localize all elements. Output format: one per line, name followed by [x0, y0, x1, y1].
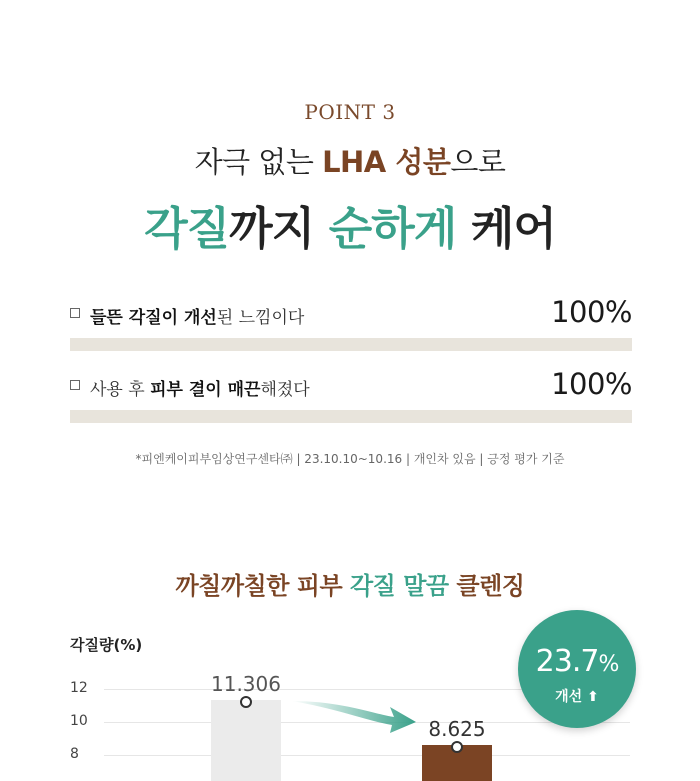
- improvement-value: [518, 644, 636, 679]
- gridline: [104, 755, 630, 756]
- survey-percent: 100%: [551, 295, 632, 329]
- headline-part2: 까지: [229, 202, 329, 255]
- improvement-label: [518, 686, 636, 706]
- headline: [0, 192, 700, 257]
- cleansing-title-part2: 각질 말끔: [349, 572, 449, 600]
- cleansing-title-part3: 클렌징: [448, 572, 525, 600]
- survey-bar: [70, 410, 632, 423]
- headline-part1: 각질: [144, 202, 230, 255]
- cleansing-title: [0, 566, 700, 601]
- y-axis-label: 각질량(%): [70, 636, 143, 654]
- subtitle-post: 으로: [450, 145, 506, 179]
- value-marker-dot: [451, 741, 463, 753]
- survey-row: [70, 295, 632, 363]
- survey-label: [90, 303, 304, 328]
- survey-percent: 100%: [551, 367, 632, 401]
- chart-bar: [211, 700, 281, 781]
- y-tick-label: 12: [70, 680, 88, 696]
- survey-label-bold: 들뜬 각질이 개선: [90, 308, 217, 328]
- y-tick-label: 10: [70, 713, 88, 729]
- headline-part3: 순하게: [328, 202, 457, 255]
- cleansing-title-part1: 까칠까칠한 피부: [175, 572, 350, 600]
- data-label: 11.306: [211, 672, 281, 697]
- survey-label-bold: 피부 결이 매끈: [150, 380, 261, 400]
- survey-label-post: 해졌다: [260, 380, 310, 400]
- subtitle: [0, 140, 700, 181]
- survey-label-post: 된 느낌이다: [216, 308, 305, 328]
- improvement-unit: %: [598, 652, 619, 677]
- survey-bar: [70, 338, 632, 351]
- point-label: POINT 3: [304, 100, 396, 124]
- survey-label-pre: 사용 후: [90, 380, 151, 400]
- subtitle-highlight: LHA 성분: [322, 145, 451, 179]
- improvement-number: 23.7: [535, 644, 599, 679]
- checkbox-icon: [70, 308, 80, 318]
- y-tick-label: 8: [70, 746, 79, 762]
- footnote: *피엔케이피부임상연구센타㈜ | 23.10.10~10.16 | 개인차 있음 | 긍정 평가 기준: [135, 452, 565, 466]
- survey-label: [90, 375, 310, 400]
- improvement-badge: [518, 610, 636, 728]
- arrow-icon: [290, 695, 420, 735]
- checkbox-icon: [70, 380, 80, 390]
- up-arrow-icon: ⬆: [587, 689, 599, 705]
- data-label: 8.625: [428, 716, 486, 741]
- subtitle-pre: 자극 없는: [194, 145, 323, 179]
- improvement-text: 개선: [555, 689, 583, 705]
- survey-row: [70, 367, 632, 435]
- headline-part4: 케어: [456, 202, 556, 255]
